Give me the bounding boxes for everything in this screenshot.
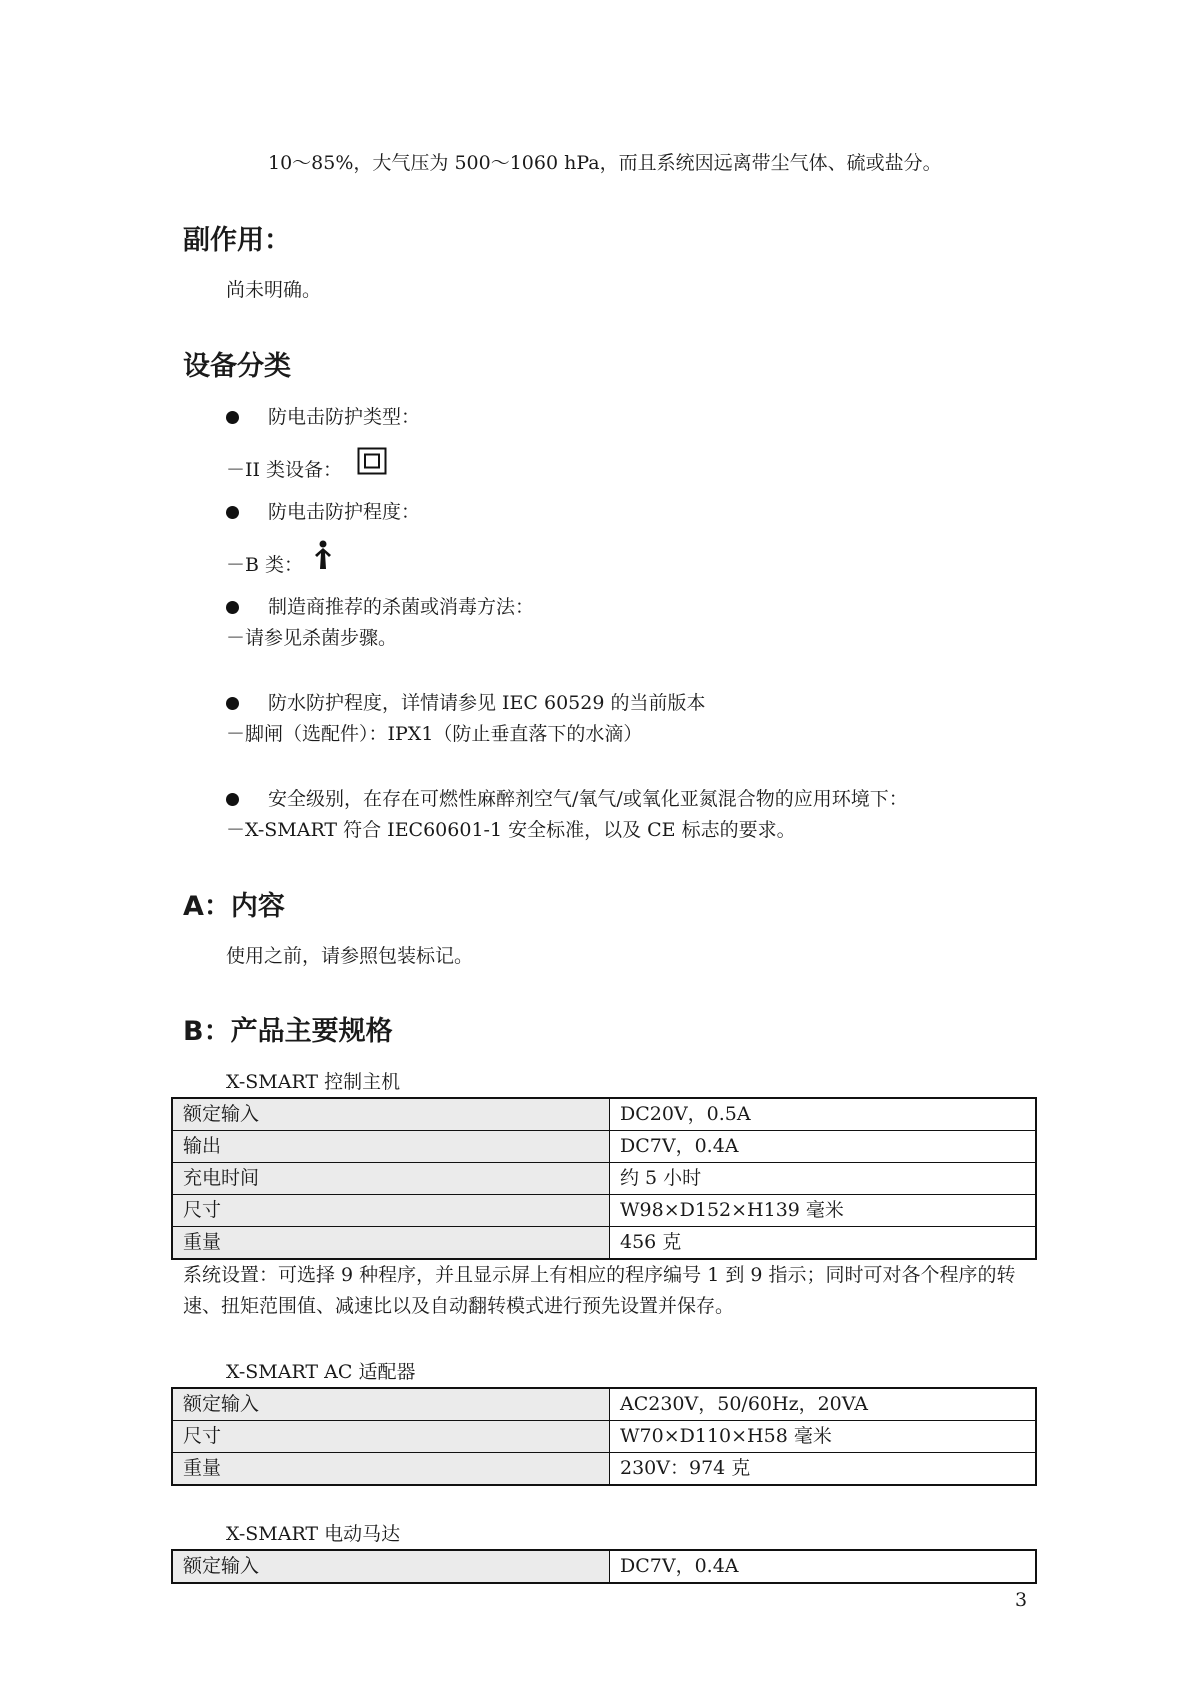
- table-row: [172, 1195, 1036, 1227]
- table-row: [172, 1131, 1036, 1163]
- spec-value: 230V：974 克: [610, 1453, 1037, 1486]
- spec-key: 额定输入: [172, 1550, 610, 1583]
- contents-text: 使用之前，请参照包装标记。: [226, 945, 474, 967]
- classification-bullet-4: 防水防护程度，详情请参见 IEC 60529 的当前版本: [268, 692, 706, 714]
- classification-sub-1: －II 类设备：: [226, 459, 343, 481]
- classification-sub-2: －B 类：: [226, 554, 304, 576]
- spec-value: DC20V，0.5A: [610, 1098, 1037, 1131]
- bullet-dot: [226, 793, 239, 806]
- bullet-dot: [226, 506, 239, 519]
- table-row: [172, 1388, 1036, 1421]
- classification-heading: 设备分类: [183, 351, 291, 382]
- classification-bullet-1: 防电击防护类型：: [268, 406, 421, 428]
- class-ii-double-square-icon: [357, 447, 387, 475]
- contents-heading: A：内容: [183, 891, 285, 922]
- spec-value: DC7V，0.4A: [610, 1550, 1037, 1583]
- type-b-person-icon: [311, 540, 335, 570]
- classification-bullet-5: 安全级别，在存在可燃性麻醉剂空气/氧气/或氧化亚氮混合物的应用环境下：: [268, 788, 908, 810]
- spec-key: 尺寸: [172, 1195, 610, 1227]
- specs-heading: B：产品主要规格: [183, 1016, 393, 1047]
- classification-sub-5: －X-SMART 符合 IEC60601-1 安全标准，以及 CE 标志的要求。: [226, 819, 796, 841]
- table-row: [172, 1550, 1036, 1583]
- spec-key: 额定输入: [172, 1098, 610, 1131]
- classification-bullet-3: 制造商推荐的杀菌或消毒方法：: [268, 596, 535, 618]
- classification-sub-4: －脚闸（选配件）：IPX1（防止垂直落下的水滴）: [226, 723, 643, 745]
- spec-value: AC230V，50/60Hz，20VA: [610, 1388, 1037, 1421]
- spec-key: 充电时间: [172, 1163, 610, 1195]
- table-row: [172, 1227, 1036, 1260]
- spec-key: 输出: [172, 1131, 610, 1163]
- spec-value: W70×D110×H58 毫米: [610, 1421, 1037, 1453]
- table-caption-control-unit: X-SMART 控制主机: [226, 1071, 401, 1093]
- classification-bullet-2: 防电击防护程度：: [268, 501, 421, 523]
- bullet-dot: [226, 697, 239, 710]
- classification-sub-3: －请参见杀菌步骤。: [226, 627, 398, 649]
- spec-key: 额定输入: [172, 1388, 610, 1421]
- spec-value: 456 克: [610, 1227, 1037, 1260]
- side-effects-heading: 副作用：: [183, 225, 291, 256]
- spec-key: 尺寸: [172, 1421, 610, 1453]
- spec-key: 重量: [172, 1227, 610, 1260]
- table-caption-ac-adapter: X-SMART AC 适配器: [226, 1361, 416, 1383]
- spec-value: W98×D152×H139 毫米: [610, 1195, 1037, 1227]
- table-row: [172, 1163, 1036, 1195]
- bullet-dot: [226, 411, 239, 424]
- spec-key: 重量: [172, 1453, 610, 1486]
- spec-value: DC7V，0.4A: [610, 1131, 1037, 1163]
- bullet-dot: [226, 601, 239, 614]
- table-row: [172, 1421, 1036, 1453]
- table-caption-motor: X-SMART 电动马达: [226, 1523, 401, 1545]
- spec-table-ac-adapter: [171, 1387, 1037, 1486]
- spec-table-motor: [171, 1549, 1037, 1584]
- system-settings-note: 系统设置：可选择 9 种程序，并且显示屏上有相应的程序编号 1 到 9 指示；同时可对各个程序的转速、扭矩范围值、减速比以及自动翻转模式进行预先设置并保存。: [183, 1264, 1016, 1317]
- table-row: [172, 1098, 1036, 1131]
- spec-value: 约 5 小时: [610, 1163, 1037, 1195]
- intro-line: 10～85%，大气压为 500～1060 hPa，而且系统因远离带尘气体、硫或盐分。: [268, 152, 942, 174]
- page-number: 3: [1015, 1589, 1028, 1611]
- spec-table-control-unit: [171, 1097, 1037, 1260]
- table-row: [172, 1453, 1036, 1486]
- side-effects-text: 尚未明确。: [226, 279, 322, 301]
